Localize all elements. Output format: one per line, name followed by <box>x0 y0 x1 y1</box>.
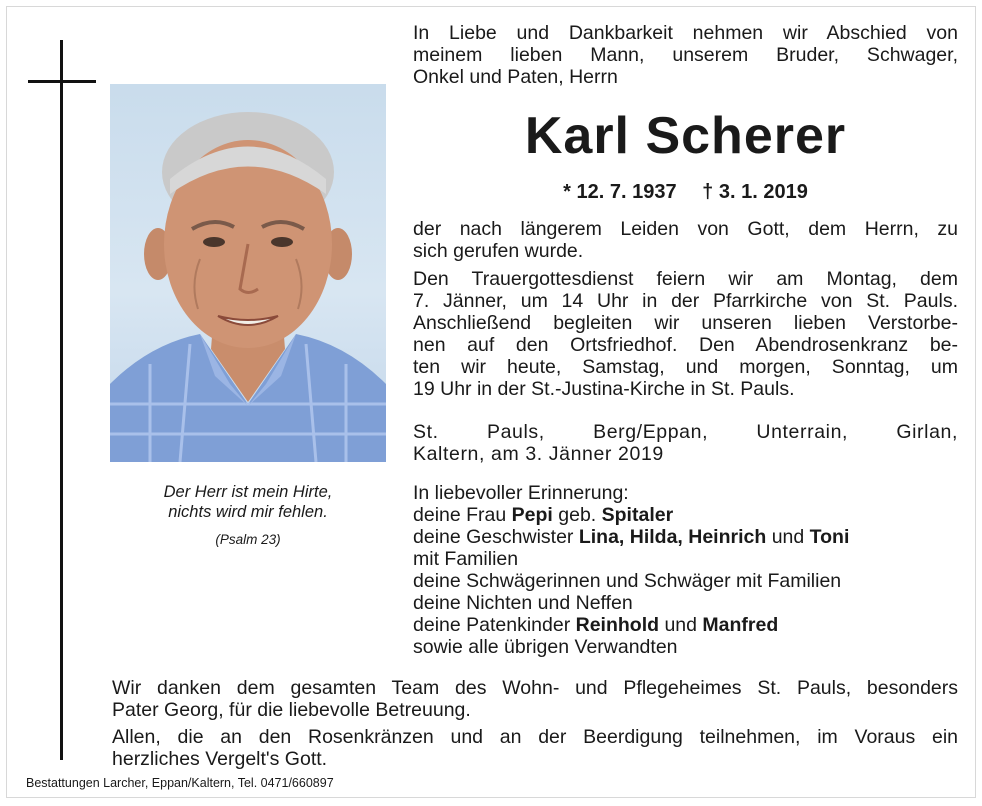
cross-icon-vertical <box>60 40 63 760</box>
birth-date: * 12. 7. 1937 <box>563 181 677 203</box>
intro-text <box>413 22 958 88</box>
cross-icon-horizontal <box>28 80 96 83</box>
thanks-line: Wir danken dem gesamten Team des Wohn- und Pflegeheimes St. Pauls, besonders <box>112 677 958 699</box>
mourner-godchildren: deine Patenkinder Reinhold und Manfred <box>413 614 779 636</box>
thanks-line: Allen, die an den Rosenkränzen und an der Beerdigung teilnehmen, im Voraus ein <box>112 726 958 748</box>
passing-line: sich gerufen wurde. <box>413 240 584 262</box>
thanks-text-1 <box>112 677 958 721</box>
mourners-list <box>413 482 958 658</box>
service-line: ten wir heute, Samstag, und morgen, Sonntag, um <box>413 356 958 378</box>
mourner-siblings-families: mit Familien <box>413 548 519 570</box>
thanks-text-2 <box>112 726 958 770</box>
service-line: 7. Jänner, um 14 Uhr in der Pfarrkirche von St. Pauls. <box>413 290 958 312</box>
intro-line: In Liebe und Dankbarkeit nehmen wir Abschied von <box>413 22 958 44</box>
mourners-heading: In liebevoller Erinnerung: <box>413 482 629 504</box>
places-text <box>413 421 958 465</box>
places-line: Kaltern, am 3. Jänner 2019 <box>413 443 664 465</box>
funeral-home-footer: Bestattungen Larcher, Eppan/Kaltern, Tel. 0471/660897 <box>26 776 334 790</box>
psalm-quote <box>110 482 386 550</box>
intro-line: Onkel und Paten, Herrn <box>413 66 618 88</box>
portrait-photo <box>110 84 386 462</box>
thanks-line: herzliches Vergelt's Gott. <box>112 748 328 770</box>
death-date: † 3. 1. 2019 <box>702 181 808 203</box>
passing-line: der nach längerem Leiden von Gott, dem Herrn, zu <box>413 218 958 240</box>
service-line: Den Trauergottesdienst feiern wir am Montag, dem <box>413 268 958 290</box>
places-line: St. Pauls, Berg/Eppan, Unterrain, Girlan, <box>413 421 958 443</box>
thanks-line: Pater Georg, für die liebevolle Betreuung. <box>112 699 471 721</box>
deceased-name: Karl Scherer <box>524 107 847 165</box>
service-text <box>413 268 958 400</box>
mourner-wife: deine Frau Pepi geb. Spitaler <box>413 504 674 526</box>
mourner-nieces: deine Nichten und Neffen <box>413 592 633 614</box>
intro-line: meinem lieben Mann, unserem Bruder, Schwager, <box>413 44 958 66</box>
psalm-line-2: nichts wird mir fehlen. <box>168 503 328 521</box>
life-dates <box>413 181 958 204</box>
mourner-inlaws: deine Schwägerinnen und Schwäger mit Familien <box>413 570 842 592</box>
portrait-illustration <box>110 84 386 462</box>
service-line: Anschließend begleiten wir unseren lieben Verstorbe- <box>413 312 958 334</box>
mourner-siblings: deine Geschwister Lina, Hilda, Heinrich und Toni <box>413 526 850 548</box>
service-line: nen auf den Ortsfriedhof. Den Abendrosenkranz be- <box>413 334 958 356</box>
passing-text <box>413 218 958 262</box>
service-line: 19 Uhr in der St.-Justina-Kirche in St. Pauls. <box>413 378 795 400</box>
mourner-others: sowie alle übrigen Verwandten <box>413 636 678 658</box>
psalm-line-1: Der Herr ist mein Hirte, <box>163 483 333 501</box>
psalm-reference: (Psalm 23) <box>215 532 281 547</box>
